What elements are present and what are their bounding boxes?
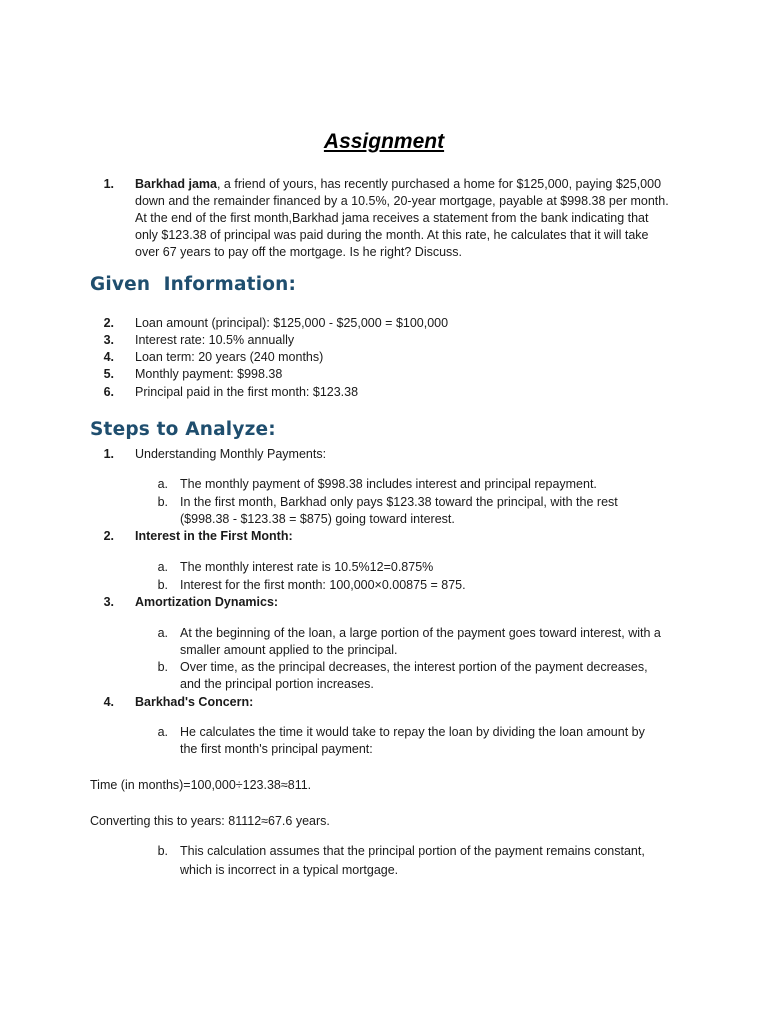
person-name: Barkhad jama <box>135 177 217 191</box>
time-calculation: Time (in months)=100,000÷123.38≈811. <box>90 778 312 792</box>
problem-statement <box>90 176 690 266</box>
problem-line-3: At the end of the first month,Barkhad jama receives a statement from the bank indicating that <box>135 211 649 225</box>
problem-line-1: Barkhad jama, a friend of yours, has recently purchased a home for $125,000, paying $25,000 <box>135 177 662 191</box>
years-conversion: Converting this to years: 81112≈67.6 years. <box>90 814 330 828</box>
given-information-heading: Given Information: <box>90 274 297 295</box>
problem-line-4: only $123.38 of principal was paid during the month. At this rate, he calculates that it will take <box>135 228 649 242</box>
list-number: 1. <box>103 177 114 191</box>
document-title: Assignment <box>323 130 445 153</box>
problem-line-5: over 67 years to pay off the mortgage. Is he right? Discuss. <box>135 245 463 259</box>
problem-line-2: down and the remainder financed by a 10.5%, 20-year mortgage, payable at $998.38 per month. <box>135 194 669 208</box>
steps-heading: Steps to Analyze: <box>90 419 276 440</box>
